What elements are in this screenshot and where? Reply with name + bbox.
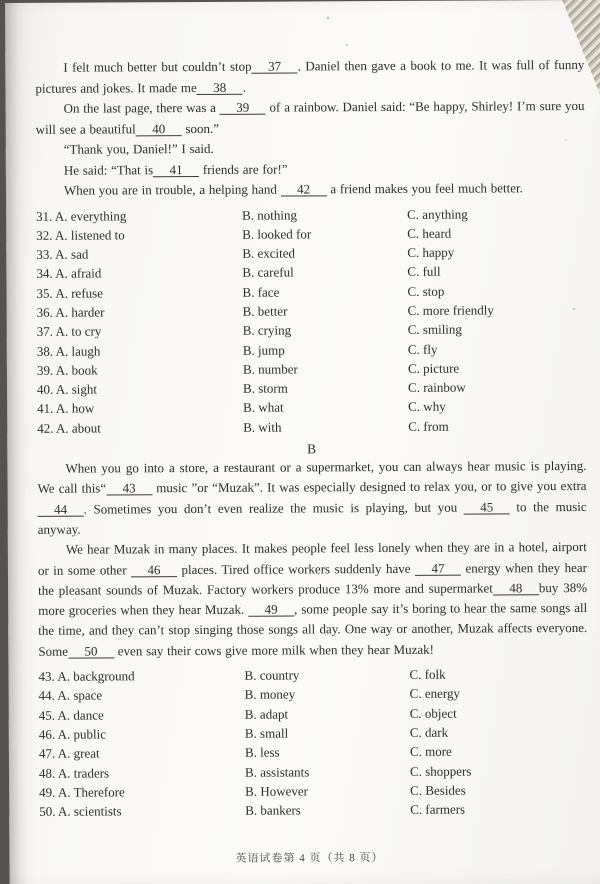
question-35-option-c: C. stop bbox=[407, 283, 445, 299]
question-49-option-c: C. Besides bbox=[410, 782, 466, 798]
question-40-option-b: B. storm bbox=[242, 380, 288, 396]
question-48-option-c: C. shoppers bbox=[409, 763, 472, 779]
passage-paragraph: “Thank you, Daniel!” I said. bbox=[63, 140, 214, 157]
question-44-option-a: 44. A. space bbox=[38, 687, 103, 704]
question-46-option-c: C. dark bbox=[409, 724, 449, 740]
question-50-option-a: 50. A. scientists bbox=[39, 803, 122, 819]
question-46-option-a: 46. A. public bbox=[38, 726, 107, 742]
section-b-header: B bbox=[307, 441, 317, 457]
questions-31-42 bbox=[36, 205, 586, 439]
questions-43-50 bbox=[38, 666, 588, 823]
question-row-42 bbox=[37, 418, 586, 440]
cloze-blank-48: 48 bbox=[493, 581, 539, 595]
question-35-option-a: 35. A. refuse bbox=[36, 285, 103, 301]
question-47-option-b: B. less bbox=[244, 744, 280, 760]
cloze-blank-44: 44 bbox=[38, 502, 84, 516]
question-31-option-b: B. nothing bbox=[242, 206, 298, 223]
cloze-blank-39: 39 bbox=[220, 101, 266, 115]
question-43-option-a: 43. A. background bbox=[38, 668, 135, 684]
cloze-blank-37: 37 bbox=[252, 59, 298, 73]
cloze-blank-47: 47 bbox=[415, 561, 461, 575]
question-33-option-b: B. excited bbox=[242, 245, 296, 261]
question-45-option-a: 45. A. dance bbox=[38, 707, 104, 723]
question-48-option-a: 48. A. traders bbox=[38, 764, 110, 781]
question-36-option-b: B. better bbox=[242, 303, 288, 319]
question-33-option-c: C. happy bbox=[407, 244, 455, 260]
passage-paragraph: I felt much better but couldn’t stop 37 . Daniel then gave a book to me. It was full of funny pictures and jokes. It made me 38 . bbox=[35, 56, 585, 96]
question-46-option-b: B. small bbox=[244, 725, 289, 741]
cloze-blank-49: 49 bbox=[248, 603, 294, 617]
question-36-option-a: 36. A. harder bbox=[36, 304, 105, 320]
question-43-option-c: C. folk bbox=[409, 666, 446, 682]
cloze-blank-42: 42 bbox=[281, 182, 327, 196]
cloze-blank-46: 46 bbox=[131, 563, 177, 577]
passage-paragraph: On the last page, there was a 39 of a rainbow. Daniel said: “Be happy, Shirley! I’m sure you will see a beautiful 40 soon.” bbox=[35, 97, 585, 137]
question-31-option-a: 31. A. everything bbox=[36, 207, 127, 224]
question-32-option-c: C. heard bbox=[407, 225, 452, 241]
cloze-blank-40: 40 bbox=[136, 122, 182, 136]
question-39-option-a: 39. A. book bbox=[36, 362, 98, 378]
question-50-option-b: B. bankers bbox=[245, 802, 301, 818]
question-38-option-c: C. fly bbox=[407, 341, 438, 357]
cloze-blank-45: 45 bbox=[464, 500, 510, 514]
passage-paragraph: When you are in trouble, a helping hand 42 a friend makes you feel much better. bbox=[63, 180, 523, 198]
passage-paragraph: He said: “That is 41 friends are for!” bbox=[63, 161, 288, 178]
question-34-option-b: B. careful bbox=[242, 264, 294, 281]
cloze-blank-50: 50 bbox=[68, 644, 114, 658]
question-38-option-a: 38. A. laugh bbox=[36, 343, 101, 359]
question-33-option-a: 33. A. sad bbox=[36, 246, 89, 262]
question-44-option-c: C. energy bbox=[409, 685, 460, 702]
passage-paragraph: We hear Muzak in many places. It makes people feel less lonely when they are in a hotel, airport or in some other 46 places. Tired office workers suddenly have 47 energy when they hear the pleasant sounds of Muzak. Factory workers produce 13% more and supermarket 48 buy 38% more groceries when they hear Muzak. 49 , some people say it’s boring to hear the same songs all the time, and they can’t stop singing those songs all day. One way or another, Muzak affects everyone. Some 50 even say their cows give more milk when they hear Muzak! bbox=[37, 539, 588, 659]
question-47-option-a: 47. A. great bbox=[38, 745, 100, 762]
question-34-option-c: C. full bbox=[407, 264, 441, 280]
question-49-option-a: 49. A. Therefore bbox=[39, 784, 125, 800]
question-32-option-a: 32. A. listened to bbox=[36, 227, 125, 243]
question-row-50 bbox=[39, 801, 588, 823]
question-47-option-c: C. more bbox=[409, 743, 452, 760]
page-footer: 英语试卷第 4 页（共 8 页） bbox=[235, 852, 384, 865]
question-38-option-b: B. jump bbox=[242, 342, 285, 358]
question-42-option-a: 42. A. about bbox=[37, 420, 101, 436]
question-37-option-a: 37. A. to cry bbox=[36, 323, 102, 340]
question-41-option-a: 41. A. how bbox=[37, 401, 95, 417]
question-45-option-c: C. object bbox=[409, 705, 457, 721]
exam-page bbox=[5, 0, 600, 884]
question-34-option-a: 34. A. afraid bbox=[36, 265, 102, 282]
passage-b-cloze-text bbox=[37, 456, 587, 662]
cloze-blank-41: 41 bbox=[153, 162, 199, 176]
question-32-option-b: B. looked for bbox=[242, 226, 312, 242]
passage-paragraph: When you go into a store, a restaurant or a supermarket, you can always hear music is playing. We call this“ 43 music ”or “Muzak”. It was especially designed to relax you, or to give you extra44 . Sometimes you don’t even realize the music is playing, but you 45 to the music anyway. bbox=[37, 458, 587, 537]
question-40-option-a: 40. A. sight bbox=[36, 381, 98, 398]
question-35-option-b: B. face bbox=[242, 284, 280, 300]
question-44-option-b: B. money bbox=[244, 686, 296, 703]
question-41-option-c: C. why bbox=[408, 399, 446, 415]
question-42-option-c: C. from bbox=[408, 418, 449, 434]
question-39-option-c: C. picture bbox=[407, 360, 460, 376]
question-48-option-b: B. assistants bbox=[244, 763, 310, 780]
cloze-blank-38: 38 bbox=[197, 80, 243, 94]
question-31-option-c: C. anything bbox=[407, 206, 468, 222]
question-37-option-c: C. smiling bbox=[407, 321, 462, 338]
passage-a-cloze-text bbox=[35, 55, 585, 201]
question-49-option-b: B. However bbox=[245, 783, 308, 799]
question-45-option-b: B. adapt bbox=[244, 706, 289, 722]
question-40-option-c: C. rainbow bbox=[407, 379, 466, 396]
question-37-option-b: B. crying bbox=[242, 322, 292, 339]
question-50-option-c: C. farmers bbox=[410, 801, 466, 817]
question-36-option-c: C. more friendly bbox=[407, 302, 494, 318]
question-41-option-b: B. what bbox=[243, 400, 284, 416]
cloze-blank-43: 43 bbox=[106, 482, 152, 496]
page-content bbox=[5, 0, 600, 884]
question-42-option-b: B. with bbox=[243, 419, 282, 435]
question-39-option-b: B. number bbox=[242, 361, 298, 377]
question-43-option-b: B. country bbox=[244, 667, 300, 683]
